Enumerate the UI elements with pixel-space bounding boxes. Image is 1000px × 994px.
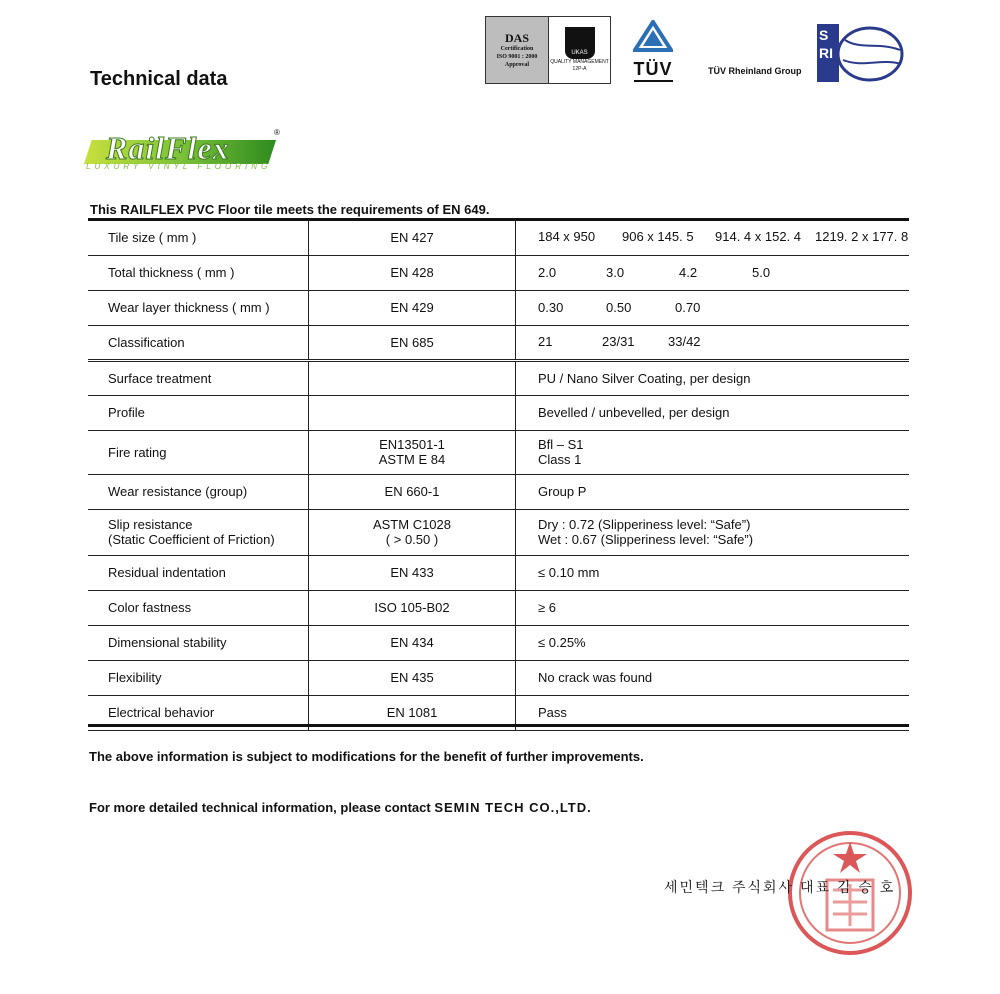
tuv-group-label: TÜV Rheinland Group bbox=[708, 66, 802, 76]
value-text: 184 x 950 bbox=[538, 229, 596, 245]
spec-row bbox=[88, 430, 909, 474]
spec-table-body bbox=[88, 220, 909, 730]
property-text: Dimensional stability bbox=[108, 635, 227, 650]
property-text: Wear layer thickness ( mm ) bbox=[108, 300, 270, 315]
value-cell bbox=[516, 590, 910, 625]
value-cell bbox=[516, 395, 910, 430]
das-line3: Approval bbox=[504, 62, 530, 68]
value-text: Pass bbox=[538, 705, 567, 720]
das-line1: Certification bbox=[500, 46, 534, 52]
standard-cell bbox=[309, 430, 516, 474]
value-text: Class 1 bbox=[538, 452, 582, 467]
value-cell bbox=[516, 360, 910, 395]
value-text: 5.0 bbox=[752, 264, 771, 280]
value-cell bbox=[516, 625, 910, 660]
das-name: DAS bbox=[504, 31, 529, 45]
spec-row bbox=[88, 555, 909, 590]
table-bottom-rule bbox=[88, 724, 909, 727]
property-cell bbox=[88, 590, 309, 625]
property-text: Slip resistance bbox=[108, 517, 193, 532]
standard-text: EN 685 bbox=[390, 334, 434, 350]
property-cell bbox=[88, 625, 309, 660]
value-text: 0.70 bbox=[675, 299, 701, 315]
property-text: Surface treatment bbox=[108, 370, 212, 386]
standard-cell bbox=[309, 395, 516, 430]
value-text: ≤ 0.10 mm bbox=[538, 565, 600, 580]
value-text: 3.0 bbox=[606, 264, 625, 280]
contact-note bbox=[89, 800, 591, 815]
sri-name: SRI bbox=[819, 27, 833, 61]
standard-text: EN 435 bbox=[390, 670, 434, 685]
spec-row bbox=[88, 474, 909, 509]
value-text: 4.2 bbox=[679, 264, 698, 280]
value-text: Bfl – S1 bbox=[538, 437, 584, 452]
value-text: 0.30 bbox=[538, 299, 564, 315]
spec-row bbox=[88, 360, 909, 395]
das-line2: ISO 9001 : 2000 bbox=[496, 54, 538, 60]
value-cell bbox=[516, 255, 910, 290]
spec-row bbox=[88, 625, 909, 660]
railflex-logo bbox=[84, 128, 284, 174]
standard-cell bbox=[309, 325, 516, 360]
value-text: PU / Nano Silver Coating, per design bbox=[538, 370, 751, 386]
standard-cell bbox=[309, 290, 516, 325]
spec-row bbox=[88, 590, 909, 625]
value-text: ≥ 6 bbox=[538, 600, 556, 615]
property-text: Flexibility bbox=[108, 670, 162, 685]
value-text: Dry : 0.72 (Slipperiness level: “Safe”) bbox=[538, 517, 751, 532]
standard-text: ISO 105-B02 bbox=[374, 600, 450, 615]
company-name: SEMIN TECH CO.,LTD bbox=[434, 800, 588, 815]
property-cell bbox=[88, 255, 309, 290]
registered-mark: ® bbox=[274, 128, 280, 137]
ukas-logo bbox=[549, 17, 610, 83]
property-text: Classification bbox=[108, 334, 185, 350]
value-text: 914. 4 x 152. 4 bbox=[715, 229, 802, 245]
value-text: 906 x 145. 5 bbox=[622, 229, 694, 245]
railflex-wordmark: RailFlex bbox=[106, 130, 230, 166]
property-cell bbox=[88, 660, 309, 695]
property-cell bbox=[88, 509, 309, 555]
value-cell bbox=[516, 325, 910, 360]
standard-text: EN 429 bbox=[390, 300, 434, 315]
property-text: Residual indentation bbox=[108, 565, 226, 580]
property-cell bbox=[88, 325, 309, 360]
standard-cell bbox=[309, 509, 516, 555]
standard-cell bbox=[309, 255, 516, 290]
standard-text: EN 434 bbox=[390, 635, 434, 650]
ukas-crown-icon: UKAS bbox=[565, 27, 595, 59]
value-text: 23/31 bbox=[602, 334, 635, 349]
property-text: Total thickness ( mm ) bbox=[108, 265, 235, 280]
sri-logo bbox=[815, 20, 905, 86]
spec-row bbox=[88, 660, 909, 695]
ukas-sub: QUALITY MANAGEMENT bbox=[550, 59, 609, 65]
value-text: ≤ 0.25% bbox=[538, 635, 586, 650]
standard-text: EN 428 bbox=[390, 265, 434, 280]
value-cell bbox=[516, 474, 910, 509]
standard-cell bbox=[309, 625, 516, 660]
value-cell bbox=[516, 555, 910, 590]
spec-row bbox=[88, 255, 909, 290]
standard-cell bbox=[309, 360, 516, 395]
value-cell bbox=[516, 220, 910, 255]
value-text: 33/42 bbox=[668, 334, 701, 349]
spec-row bbox=[88, 509, 909, 555]
property-text: Wear resistance (group) bbox=[108, 484, 248, 499]
intro-text: This RAILFLEX PVC Floor tile meets the requirements of EN 649. bbox=[90, 202, 490, 217]
value-text: 0.50 bbox=[606, 299, 632, 315]
tuv-triangle-icon bbox=[633, 20, 673, 52]
property-text: Color fastness bbox=[108, 600, 192, 615]
standard-cell bbox=[309, 660, 516, 695]
spec-row bbox=[88, 220, 909, 255]
value-text: Wet : 0.67 (Slipperiness level: “Safe”) bbox=[538, 532, 754, 547]
standard-cell bbox=[309, 474, 516, 509]
page-title: Technical data bbox=[90, 68, 228, 90]
property-cell bbox=[88, 395, 309, 430]
value-text: Bevelled / unbevelled, per design bbox=[538, 405, 730, 420]
property-text: Profile bbox=[108, 405, 145, 420]
property-text: Fire rating bbox=[108, 444, 167, 460]
tuv-name: TÜV bbox=[634, 59, 673, 82]
property-cell bbox=[88, 555, 309, 590]
spec-row bbox=[88, 395, 909, 430]
property-cell bbox=[88, 430, 309, 474]
value-cell bbox=[516, 660, 910, 695]
property-text: Tile size ( mm ) bbox=[108, 229, 197, 245]
railflex-tagline: LUXURY VINYL FLOORING bbox=[86, 162, 272, 171]
value-text: 2.0 bbox=[538, 264, 557, 280]
ukas-code: 12P-A bbox=[572, 66, 587, 72]
standard-text: EN 433 bbox=[390, 565, 434, 580]
value-text: No crack was found bbox=[538, 670, 653, 685]
contact-suffix: . bbox=[587, 800, 591, 815]
property-cell bbox=[88, 220, 309, 255]
property-cell bbox=[88, 474, 309, 509]
value-text: 1219. 2 x 177. 8 bbox=[815, 229, 909, 245]
standard-text: EN13501-1 bbox=[379, 437, 445, 452]
standard-text: EN 660-1 bbox=[384, 484, 440, 499]
spec-row bbox=[88, 325, 909, 360]
standard-text: ( > 0.50 ) bbox=[385, 532, 439, 547]
property-text: (Static Coefficient of Friction) bbox=[108, 532, 275, 547]
spec-row bbox=[88, 290, 909, 325]
standard-text: EN 427 bbox=[390, 229, 434, 245]
standard-text: ASTM E 84 bbox=[378, 452, 446, 467]
contact-prefix: For more detailed technical information, please contact bbox=[89, 800, 435, 815]
value-cell bbox=[516, 509, 910, 555]
tuv-logo bbox=[620, 20, 686, 82]
spec-table bbox=[88, 220, 909, 731]
property-cell bbox=[88, 290, 309, 325]
das-ukas-certification-logo bbox=[485, 16, 611, 84]
standard-text: ASTM C1028 bbox=[372, 517, 452, 532]
disclaimer-note: The above information is subject to modifications for the benefit of further improvements. bbox=[89, 749, 644, 764]
value-cell bbox=[516, 290, 910, 325]
standard-cell bbox=[309, 555, 516, 590]
signature-line: 세민텍크 주식회사 대표 김 승 호 bbox=[664, 879, 896, 895]
value-cell bbox=[516, 430, 910, 474]
property-cell bbox=[88, 360, 309, 395]
standard-cell bbox=[309, 220, 516, 255]
property-text: Electrical behavior bbox=[108, 705, 215, 720]
standard-cell bbox=[309, 590, 516, 625]
standard-text: EN 1081 bbox=[386, 705, 438, 720]
value-text: Group P bbox=[538, 484, 587, 499]
value-text: 21 bbox=[538, 334, 553, 349]
das-logo bbox=[486, 17, 549, 83]
